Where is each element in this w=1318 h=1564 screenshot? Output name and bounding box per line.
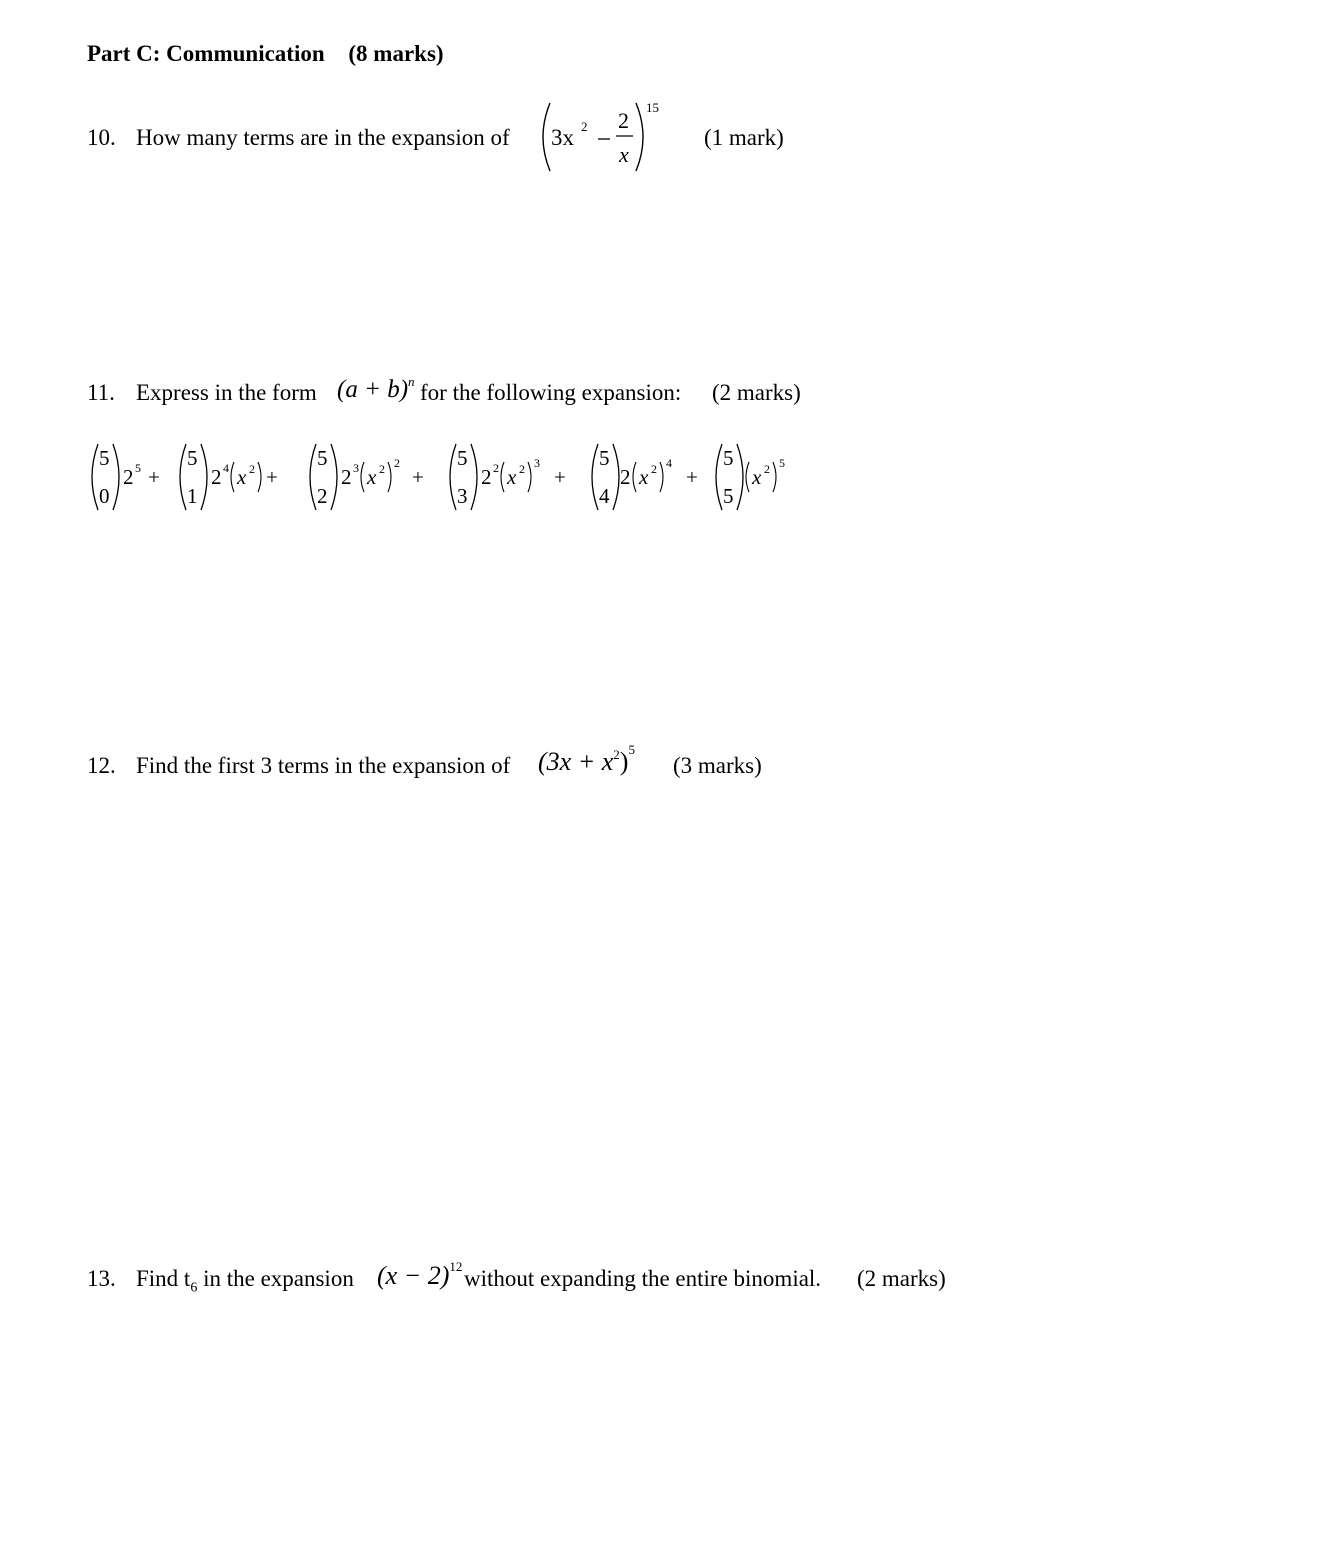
svg-text:4: 4	[666, 456, 672, 470]
svg-text:5: 5	[99, 446, 110, 470]
svg-text:+: +	[412, 465, 424, 489]
svg-text:5: 5	[779, 456, 785, 470]
svg-text:2: 2	[764, 462, 770, 476]
question-10-marks: (1 mark)	[704, 125, 784, 150]
svg-text:+: +	[554, 465, 566, 489]
svg-text:x: x	[367, 465, 377, 489]
svg-text:2: 2	[620, 465, 631, 489]
svg-text:5: 5	[723, 446, 734, 470]
subscript-6: 6	[190, 1280, 198, 1296]
question-11-form: $(a + b)^n$	[337, 374, 415, 403]
svg-text:3: 3	[457, 484, 468, 508]
question-13-expression: $(x - 2)^{12}$	[377, 1259, 463, 1290]
section-marks: (8 marks)	[348, 41, 444, 66]
question-11-number: 11.	[87, 380, 115, 405]
question-11-marks: (2 marks)	[712, 380, 801, 405]
svg-text:5: 5	[599, 446, 610, 470]
svg-text:2: 2	[481, 465, 492, 489]
form-exponent: n	[408, 374, 415, 389]
question-13-marks: (2 marks)	[857, 1266, 946, 1291]
term-3	[450, 444, 566, 510]
svg-text:2: 2	[519, 462, 525, 476]
expr-square: 2	[581, 119, 588, 134]
svg-text:x: x	[507, 465, 517, 489]
svg-text:2: 2	[317, 484, 328, 508]
section-title	[87, 41, 444, 67]
question-11-expansion	[86, 440, 816, 520]
svg-text:5: 5	[317, 446, 328, 470]
term-2	[310, 444, 424, 510]
question-10-number: 10.	[87, 125, 116, 150]
svg-text:2: 2	[493, 461, 499, 475]
svg-text:+: +	[686, 465, 698, 489]
svg-text:5: 5	[135, 461, 141, 475]
svg-text:0: 0	[99, 484, 110, 508]
svg-text:1: 1	[187, 484, 198, 508]
question-13-number: 13.	[87, 1266, 116, 1291]
svg-text:2: 2	[249, 462, 255, 476]
svg-text:3: 3	[534, 456, 540, 470]
expr-term: 3x	[551, 125, 574, 150]
svg-text:5: 5	[187, 446, 198, 470]
question-12-expression: $(3x + x^2)^5$	[538, 742, 635, 776]
section-title-text: Part C: Communication	[87, 41, 325, 66]
svg-text:2: 2	[123, 465, 134, 489]
svg-text:5: 5	[723, 484, 734, 508]
question-12-marks: (3 marks)	[673, 753, 762, 778]
svg-text:2: 2	[341, 465, 352, 489]
question-12-number: 12.	[87, 753, 116, 778]
frac-numerator: 2	[618, 108, 629, 133]
question-11-text-before: Express in the form	[136, 380, 317, 405]
question-11-text-after: for the following expansion:	[420, 380, 682, 405]
term-1	[180, 444, 278, 510]
term-5	[716, 444, 785, 510]
svg-text:2: 2	[394, 456, 400, 470]
svg-text:4: 4	[599, 484, 610, 508]
svg-text:x: x	[752, 465, 762, 489]
term-0	[92, 444, 160, 510]
svg-text:4: 4	[223, 461, 229, 475]
frac-denominator: x	[619, 142, 629, 167]
svg-text:3: 3	[353, 461, 359, 475]
svg-text:2: 2	[211, 465, 222, 489]
left-paren	[543, 103, 550, 171]
svg-text:x: x	[639, 465, 649, 489]
svg-text:2: 2	[651, 462, 657, 476]
question-10-text: How many terms are in the expansion of	[136, 125, 510, 150]
question-13-text-before: Find $t_6$ in the expansion	[136, 1266, 354, 1296]
svg-text:x: x	[237, 465, 247, 489]
svg-text:2: 2	[379, 462, 385, 476]
expr-exponent: 15	[646, 100, 659, 115]
question-10-expression	[536, 95, 676, 177]
right-paren	[636, 103, 643, 171]
svg-text:5: 5	[457, 446, 468, 470]
question-13-text-after: without expanding the entire binomial.	[464, 1266, 822, 1291]
svg-text:+: +	[148, 465, 160, 489]
svg-text:+: +	[266, 465, 278, 489]
question-12-text: Find the first 3 terms in the expansion of	[136, 753, 511, 778]
term-4	[592, 444, 698, 510]
